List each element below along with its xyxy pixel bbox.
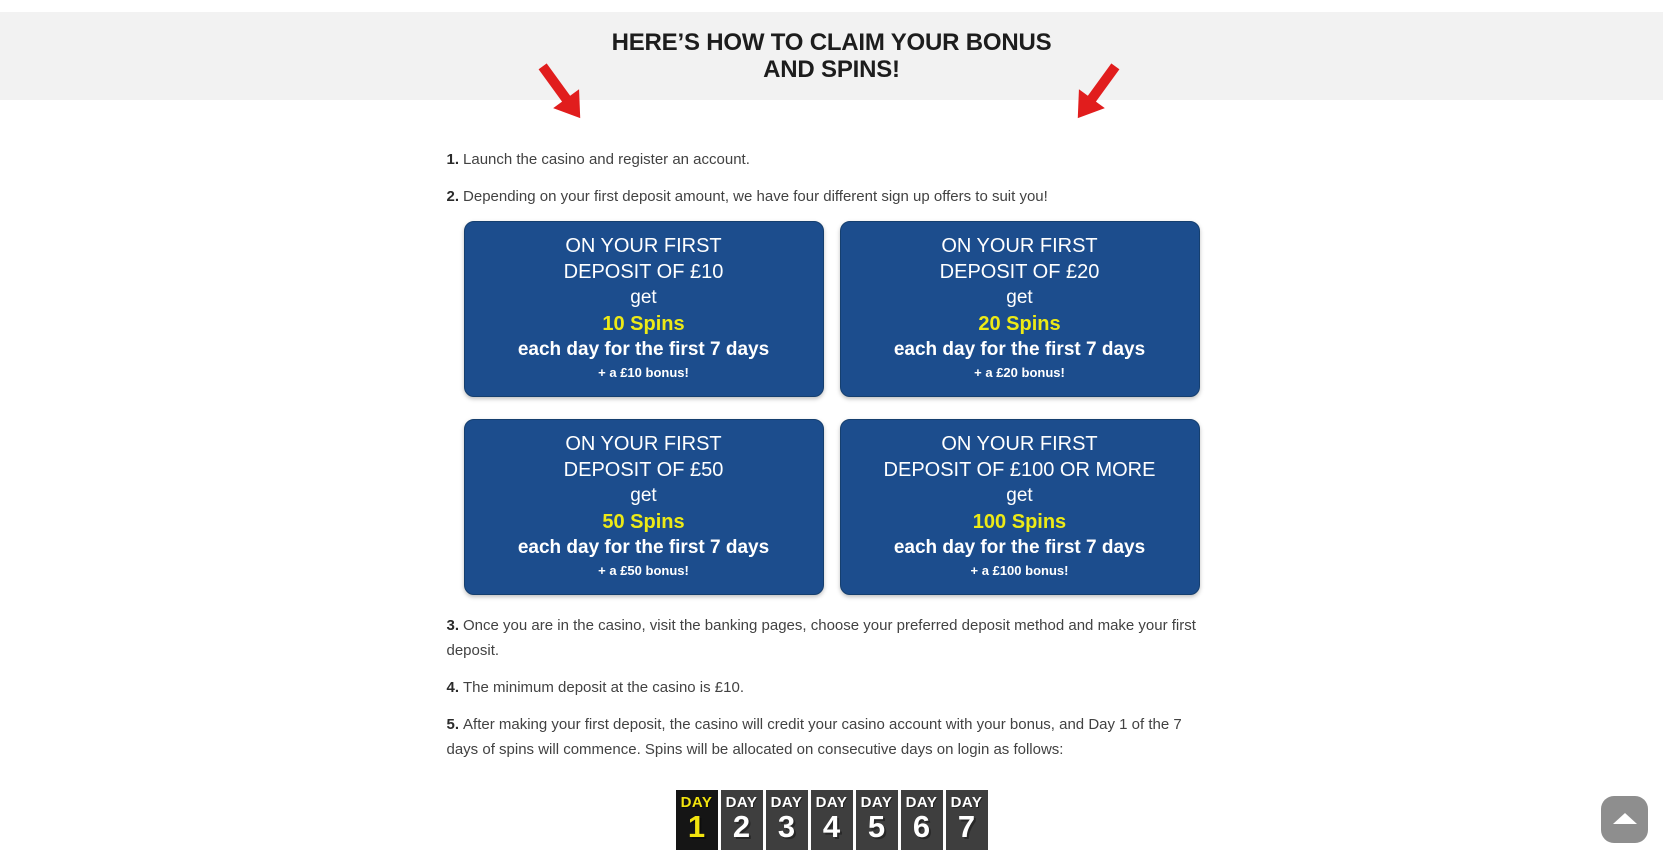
day-box-6	[901, 790, 943, 850]
step-5-number: 5.	[446, 716, 460, 733]
day-number: 1	[687, 809, 706, 844]
offer-days: each day for the first 7 days	[517, 339, 770, 360]
offer-days: each day for the first 7 days	[893, 339, 1146, 360]
offer-spins: 10 Spins	[602, 313, 685, 335]
day-number: 2	[732, 809, 751, 844]
offer-card-deposit-10	[464, 221, 824, 397]
offer-line2: DEPOSIT OF £10	[563, 261, 724, 283]
step-1-number: 1.	[446, 151, 460, 168]
day-label: DAY	[860, 794, 893, 811]
offer-bonus: + a £10 bonus!	[598, 365, 689, 380]
step-5	[447, 712, 1217, 762]
step-4-text: The minimum deposit at the casino is £10.	[463, 679, 744, 696]
day-label: DAY	[905, 794, 938, 811]
offer-spins: 100 Spins	[972, 511, 1067, 533]
offer-line1: ON YOUR FIRST	[565, 433, 722, 455]
offer-card-deposit-20	[840, 221, 1200, 397]
offer-line2: DEPOSIT OF £20	[939, 261, 1100, 283]
offer-bonus: + a £100 bonus!	[970, 563, 1069, 578]
offer-get: get	[1006, 287, 1033, 308]
offer-bonus: + a £50 bonus!	[598, 563, 689, 578]
step-4	[447, 675, 1217, 700]
offer-cards-grid	[464, 221, 1200, 595]
step-5-text: After making your first deposit, the casino will credit your casino account with your bonus, and Day 1 of the 7 days of spins will commence. Spins will be allocated on consecutive days on login as follows:	[446, 716, 1182, 758]
offer-days: each day for the first 7 days	[893, 537, 1146, 558]
offer-line1: ON YOUR FIRST	[941, 433, 1098, 455]
day-box-5	[856, 790, 898, 850]
day-number: 6	[912, 809, 931, 844]
chevron-up-icon	[1613, 813, 1637, 824]
step-4-number: 4.	[446, 679, 460, 696]
offer-line2: DEPOSIT OF £50	[563, 459, 724, 481]
step-3-number: 3.	[446, 617, 460, 634]
day-number: 3	[777, 809, 796, 844]
offer-line2: DEPOSIT OF £100 OR MORE	[883, 459, 1156, 481]
scroll-to-top-button[interactable]	[1601, 796, 1648, 843]
day-strip	[447, 790, 1217, 850]
offer-spins: 50 Spins	[602, 511, 685, 533]
offer-bonus: + a £20 bonus!	[974, 365, 1065, 380]
day-box-3	[766, 790, 808, 850]
step-1-text: Launch the casino and register an account.	[463, 151, 750, 168]
step-3	[447, 613, 1217, 663]
offer-days: each day for the first 7 days	[517, 537, 770, 558]
day-number: 7	[957, 809, 976, 844]
day-box-7	[946, 790, 988, 850]
offer-line1: ON YOUR FIRST	[941, 235, 1098, 257]
day-box-4	[811, 790, 853, 850]
offer-get: get	[1006, 485, 1033, 506]
day-label: DAY	[680, 794, 713, 811]
offer-card-deposit-100	[840, 419, 1200, 595]
step-1	[447, 147, 1217, 172]
day-number: 5	[867, 809, 886, 844]
header-band	[0, 12, 1663, 100]
offer-card-deposit-50	[464, 419, 824, 595]
step-3-text: Once you are in the casino, visit the banking pages, choose your preferred deposit method and make your first deposit.	[446, 617, 1196, 659]
page-title-line1: HERE’S HOW TO CLAIM YOUR BONUS	[611, 29, 1052, 56]
day-box-2	[721, 790, 763, 850]
day-number: 4	[822, 809, 841, 844]
day-label: DAY	[815, 794, 848, 811]
offer-get: get	[630, 287, 657, 308]
day-label: DAY	[770, 794, 803, 811]
offer-get: get	[630, 485, 657, 506]
step-2	[447, 184, 1217, 209]
offer-line1: ON YOUR FIRST	[565, 235, 722, 257]
step-2-text: Depending on your first deposit amount, we have four different sign up offers to suit you!	[463, 188, 1048, 205]
offer-spins: 20 Spins	[978, 313, 1061, 335]
page-title-line2: AND SPINS!	[763, 56, 900, 83]
day-label: DAY	[725, 794, 758, 811]
day-box-1	[676, 790, 718, 850]
day-label: DAY	[950, 794, 983, 811]
step-2-number: 2.	[446, 188, 460, 205]
